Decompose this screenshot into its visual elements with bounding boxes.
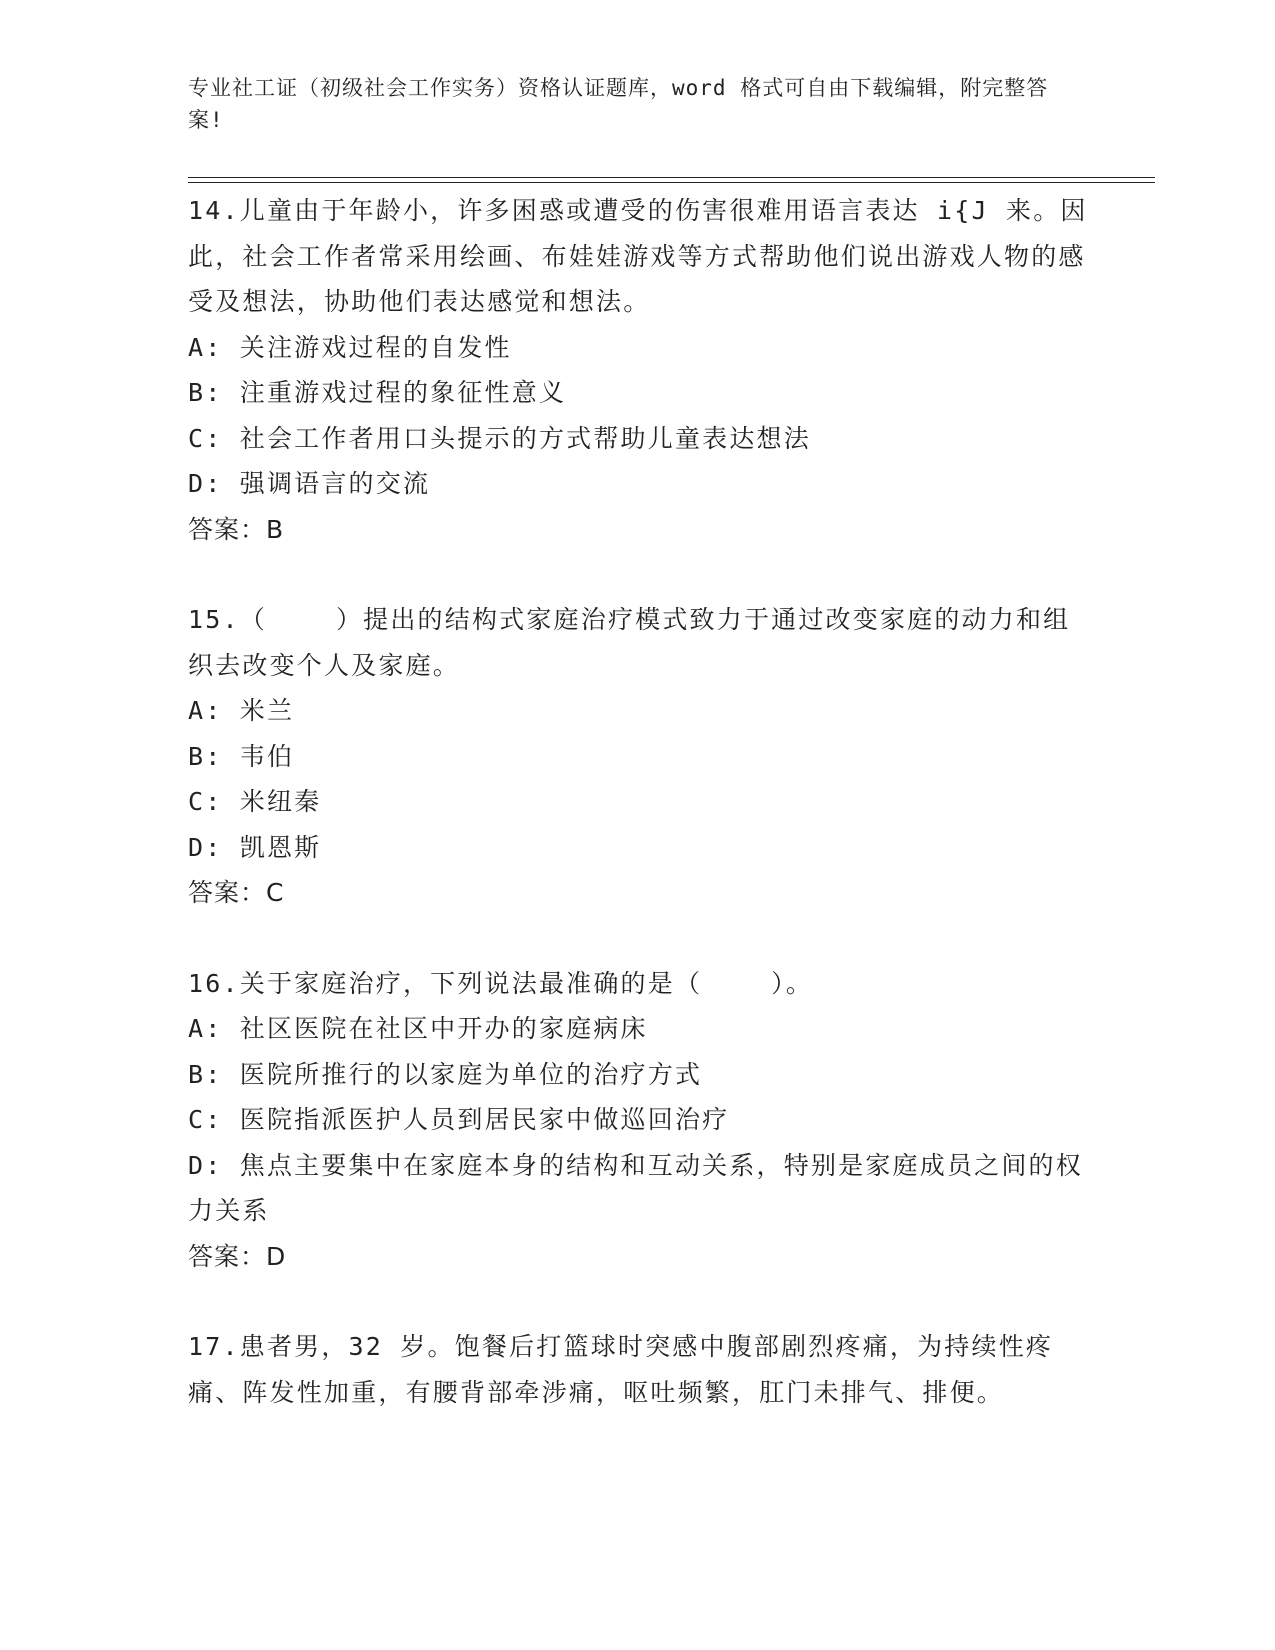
option-a: A: 米兰	[188, 696, 295, 725]
option-a: A: 关注游戏过程的自发性	[188, 332, 512, 362]
question-stem: 14.儿童由于年龄小，许多困惑或遭受的伤害很难用语言表达 i{J 来。因此，社会工作者常采用绘画、布娃娃游戏等方式帮助他们说出游戏人物的感受及想法，协助他们表达感觉和想法。	[188, 196, 1088, 316]
question-stem: 17.患者男，32 岁。饱餐后打篮球时突感中腹部剧烈疼痛，为持续性疼痛、阵发性加重，有腰背部牵涉痛，呕吐频繁，肛门未排气、排便。	[188, 1332, 1054, 1407]
option-b: B: 医院所推行的以家庭为单位的治疗方式	[188, 1059, 703, 1089]
question-15	[188, 597, 1088, 916]
question-spacer	[188, 1279, 1088, 1324]
answer-line: 答案：B	[188, 514, 285, 544]
option-b: B: 注重游戏过程的象征性意义	[188, 378, 567, 407]
answer-line: 答案：C	[188, 878, 285, 907]
option-c: C: 医院指派医护人员到居民家中做巡回治疗	[188, 1105, 730, 1134]
option-b: B: 韦伯	[188, 741, 295, 771]
option-d: D: 凯恩斯	[188, 832, 322, 862]
answer-line: 答案：D	[188, 1241, 287, 1271]
question-14	[188, 188, 1088, 552]
option-d: D: 焦点主要集中在家庭本身的结构和互动关系，特别是家庭成员之间的权力关系	[188, 1150, 1083, 1225]
option-c: C: 社会工作者用口头提示的方式帮助儿童表达想法	[188, 423, 811, 453]
question-list	[188, 188, 1088, 1415]
question-stem: 16.关于家庭治疗，下列说法最准确的是（ ）。	[188, 968, 814, 998]
option-c: C: 米纽秦	[188, 787, 322, 816]
page-header: 专业社工证（初级社会工作实务）资格认证题库，word 格式可自由下载编辑，附完整答案!	[188, 76, 1049, 132]
option-a: A: 社区医院在社区中开办的家庭病床	[188, 1014, 648, 1043]
question-spacer	[188, 552, 1088, 597]
question-17	[188, 1324, 1088, 1415]
question-spacer	[188, 916, 1088, 961]
question-16	[188, 961, 1088, 1280]
question-stem: 15.（ ）提出的结构式家庭治疗模式致力于通过改变家庭的动力和组织去改变个人及家庭。	[188, 605, 1071, 680]
header-rule	[188, 177, 1155, 178]
header-rule-secondary	[188, 182, 1155, 183]
option-d: D: 强调语言的交流	[188, 469, 431, 498]
